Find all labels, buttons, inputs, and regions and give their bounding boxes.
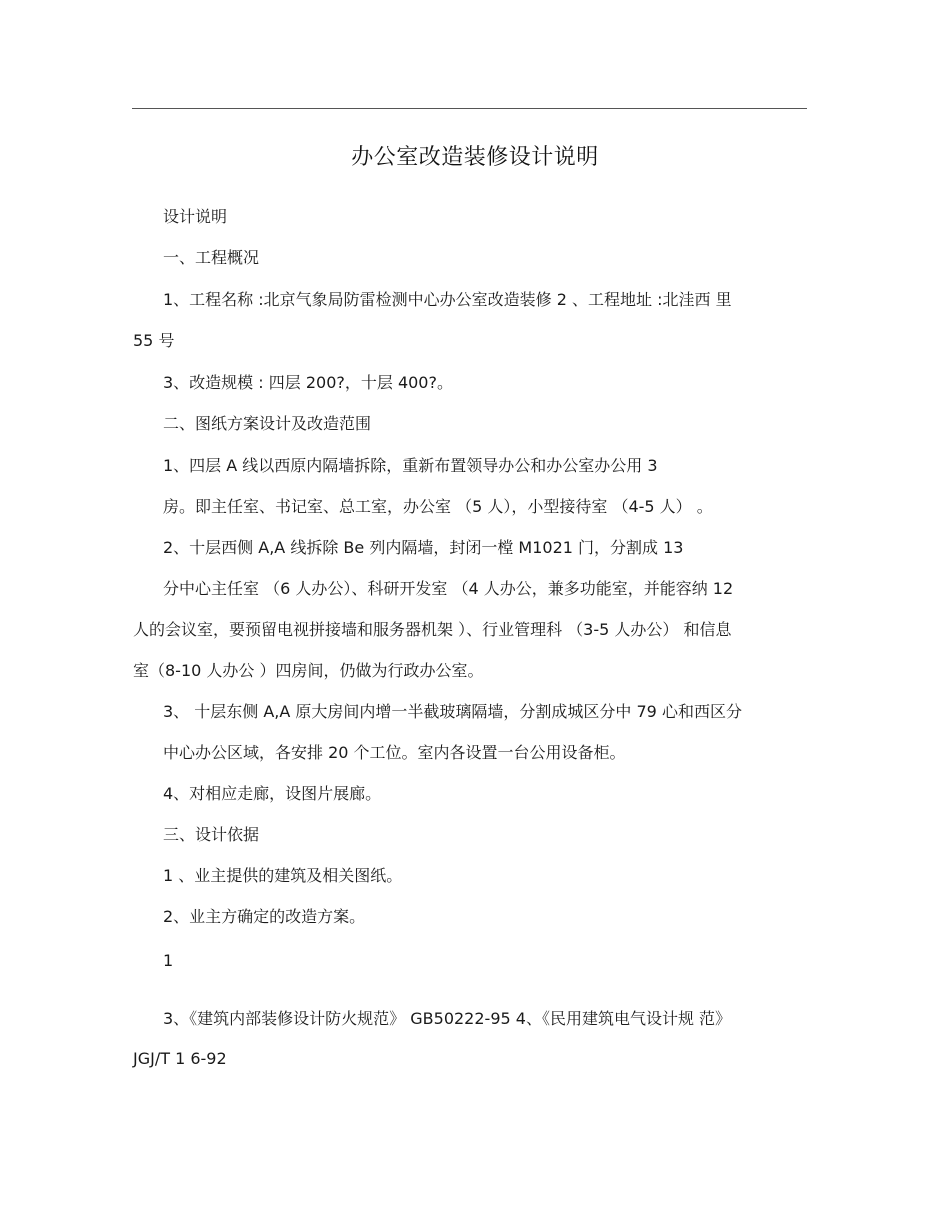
paragraph-line: JGJ/T 1 6-92 — [133, 1049, 227, 1068]
paragraph-line: 1 、业主提供的建筑及相关图纸。 — [163, 866, 403, 885]
section-heading: 二、图纸方案设计及改造范围 — [163, 414, 372, 433]
paragraph-line: 1、工程名称 :北京气象局防雷检测中心办公室改造装修 2 、工程地址 :北洼西 里 — [163, 290, 732, 309]
section-heading: 一、工程概况 — [163, 248, 260, 267]
paragraph-line: 房。即主任室、书记室、总工室，办公室 （5 人），小型接待室 （4-5 人） 。 — [163, 497, 713, 516]
paragraph-line: 4、对相应走廊，设图片展廊。 — [163, 784, 382, 803]
document-title: 办公室改造装修设计说明 — [351, 145, 599, 170]
paragraph-line: 2、十层西侧 A,A 线拆除 Be 列内隔墙，封闭一樘 M1021 门，分割成 13 — [163, 538, 684, 557]
paragraph-line: 人的会议室，要预留电视拼接墙和服务器机架 ）、行业管理科 （3-5 人办公） 和信息 — [133, 620, 732, 639]
paragraph-line: 1、四层 A 线以西原内隔墙拆除，重新布置领导办公和办公室办公用 3 — [163, 456, 658, 475]
paragraph-line: 2、业主方确定的改造方案。 — [163, 907, 366, 926]
paragraph-line: 中心办公区域，各安排 20 个工位。室内各设置一台公用设备柜。 — [163, 743, 626, 762]
page-number: 1 — [163, 951, 174, 970]
paragraph-line: 55 号 — [133, 331, 175, 350]
paragraph-line: 3、《建筑内部装修设计防火规范》 GB50222-95 4、《民用建筑电气设计规 范》 — [163, 1009, 732, 1028]
paragraph-line: 室（8-10 人办公 ）四房间，仍做为行政办公室。 — [133, 661, 484, 680]
paragraph-line: 3、 十层东侧 A,A 原大房间内增一半截玻璃隔墙，分割成城区分中 79 心和西区分 — [163, 702, 742, 721]
section-heading: 三、设计依据 — [163, 825, 260, 844]
paragraph-line: 分中心主任室 （6 人办公）、科研开发室 （4 人办公，兼多功能室，并能容纳 12 — [163, 579, 734, 598]
section-label: 设计说明 — [163, 207, 228, 226]
paragraph-line: 3、改造规模 : 四层 200?，十层 400?。 — [163, 373, 453, 392]
header-rule — [132, 108, 807, 109]
